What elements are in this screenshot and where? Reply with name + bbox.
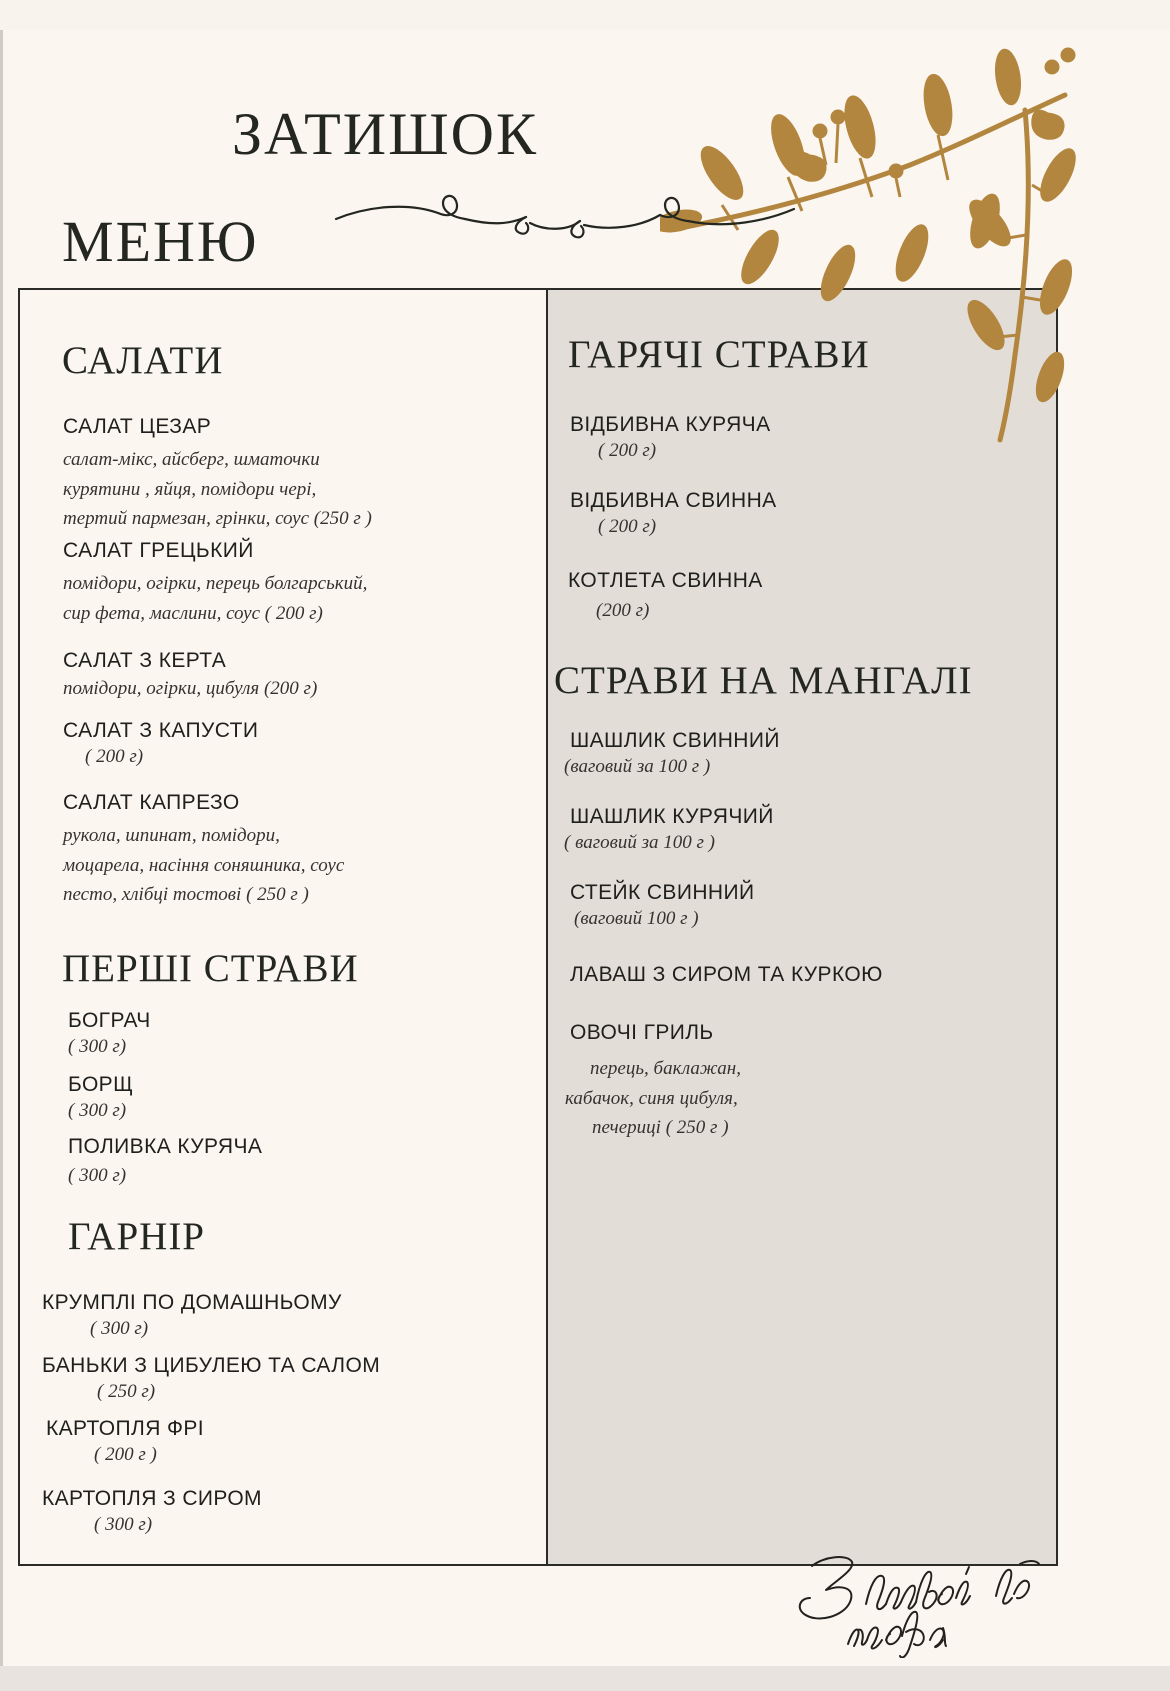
- dish-desc-line: тертий пармезан, грінки, соус (250 г ): [63, 508, 372, 530]
- dish-desc-line: печериці ( 250 г ): [592, 1117, 729, 1139]
- menu-item: [68, 1008, 528, 1061]
- section-title-first-courses: ПЕРШІ СТРАВИ: [62, 947, 359, 990]
- dish-name: КРУМПЛІ ПО ДОМАШНЬОМУ: [42, 1291, 342, 1314]
- menu-item: [63, 538, 533, 628]
- dish-desc-line: курятини , яйця, помідори чері,: [63, 478, 317, 500]
- dish-weight: ( ваговий за 100 г ): [564, 832, 716, 854]
- ornamental-swirl-divider-icon: [330, 185, 800, 245]
- dish-weight: ( 250 г): [97, 1381, 156, 1403]
- dish-desc-line: моцарела, насіння соняшника, соус: [63, 854, 345, 876]
- dish-name: САЛАТ ГРЕЦЬКИЙ: [63, 539, 254, 562]
- dish-name: БОРЩ: [68, 1073, 134, 1096]
- menu-item: [564, 804, 1020, 857]
- menu-column-left: [20, 290, 548, 1564]
- section-title-hot-dishes: ГАРЯЧІ СТРАВИ: [568, 333, 870, 376]
- dish-name: ШАШЛИК КУРЯЧИЙ: [570, 805, 774, 828]
- dish-name: КАРТОПЛЯ ФРІ: [46, 1417, 205, 1440]
- dish-weight: ( 300 г): [90, 1318, 149, 1340]
- dish-desc-line: помідори, огірки, перець болгарський,: [63, 573, 368, 595]
- dish-desc-line: помідори, огірки, цибуля (200 г): [63, 678, 318, 700]
- dish-weight: ( 200 г ): [94, 1444, 157, 1466]
- menu-item: [63, 790, 533, 910]
- menu-item: [568, 568, 1008, 625]
- dish-weight: ( 300 г): [68, 1165, 127, 1187]
- menu-item: [63, 414, 533, 534]
- dish-weight: ( 300 г): [68, 1036, 127, 1058]
- menu-box: [18, 288, 1058, 1566]
- dish-name: ШАШЛИК СВИННИЙ: [570, 729, 780, 752]
- dish-name: СТЕЙК СВИННИЙ: [570, 881, 755, 904]
- dish-weight: ( 300 г): [68, 1100, 127, 1122]
- menu-column-right: [548, 290, 1056, 1564]
- menu-item: [42, 1353, 542, 1406]
- dish-desc-line: сир фета, маслини, соус ( 200 г): [63, 602, 323, 624]
- dish-name: ВІДБИВНА КУРЯЧА: [570, 413, 771, 436]
- menu-item: [570, 962, 1020, 988]
- handwritten-signature-icon: [790, 1548, 1040, 1658]
- section-title-sides: ГАРНІР: [68, 1215, 205, 1258]
- dish-name: БОГРАЧ: [68, 1009, 151, 1032]
- dish-weight: (ваговий 100 г ): [574, 908, 699, 930]
- section-title-salads: САЛАТИ: [62, 339, 224, 382]
- menu-item: [565, 1020, 1020, 1143]
- section-title-grill: СТРАВИ НА МАНГАЛІ: [554, 659, 973, 702]
- top-strip: [0, 0, 1170, 30]
- dish-desc-line: рукола, шпинат, помідори,: [63, 825, 280, 847]
- menu-item: [46, 1416, 546, 1469]
- dish-desc-line: салат-мікс, айсберг, шматочки: [63, 449, 320, 471]
- menu-item: [63, 648, 533, 704]
- dish-desc-line: перець, баклажан,: [590, 1058, 741, 1080]
- menu-item: [570, 488, 1010, 541]
- dish-name: САЛАТ КАПРЕЗО: [63, 791, 240, 814]
- dish-weight: (200 г): [596, 600, 650, 622]
- dish-name: КАРТОПЛЯ З СИРОМ: [42, 1487, 262, 1510]
- dish-desc-line: песто, хлібці тостові ( 250 г ): [63, 884, 309, 906]
- menu-item: [42, 1486, 542, 1539]
- menu-item: [570, 880, 1020, 933]
- menu-item: [68, 1134, 528, 1190]
- menu-item: [68, 1072, 528, 1125]
- dish-name: ОВОЧІ ГРИЛЬ: [570, 1021, 714, 1044]
- menu-item: [63, 718, 533, 771]
- menu-item: [570, 412, 1010, 465]
- dish-name: ЛАВАШ З СИРОМ ТА КУРКОЮ: [570, 963, 883, 986]
- dish-name: БАНЬКИ З ЦИБУЛЕЮ ТА САЛОМ: [42, 1354, 381, 1377]
- restaurant-name: ЗАТИШОК: [232, 101, 538, 167]
- dish-weight: (ваговий за 100 г ): [564, 756, 711, 778]
- dish-name: САЛАТ З КЕРТА: [63, 649, 227, 672]
- dish-weight: ( 200 г): [85, 746, 144, 768]
- dish-name: ВІДБИВНА СВИННА: [570, 489, 777, 512]
- dish-name: КОТЛЕТА СВИННА: [568, 569, 763, 592]
- dish-name: САЛАТ ЦЕЗАР: [63, 415, 212, 438]
- dish-name: ПОЛИВКА КУРЯЧА: [68, 1135, 263, 1158]
- bottom-strip: [0, 1666, 1170, 1691]
- dish-desc-line: кабачок, синя цибуля,: [565, 1087, 738, 1109]
- dish-weight: ( 300 г): [94, 1514, 153, 1536]
- menu-title: МЕНЮ: [62, 209, 259, 274]
- dish-weight: ( 200 г): [598, 516, 657, 538]
- dish-weight: ( 200 г): [598, 440, 657, 462]
- menu-item: [564, 728, 1020, 781]
- menu-item: [42, 1290, 542, 1343]
- dish-name: САЛАТ З КАПУСТИ: [63, 719, 259, 742]
